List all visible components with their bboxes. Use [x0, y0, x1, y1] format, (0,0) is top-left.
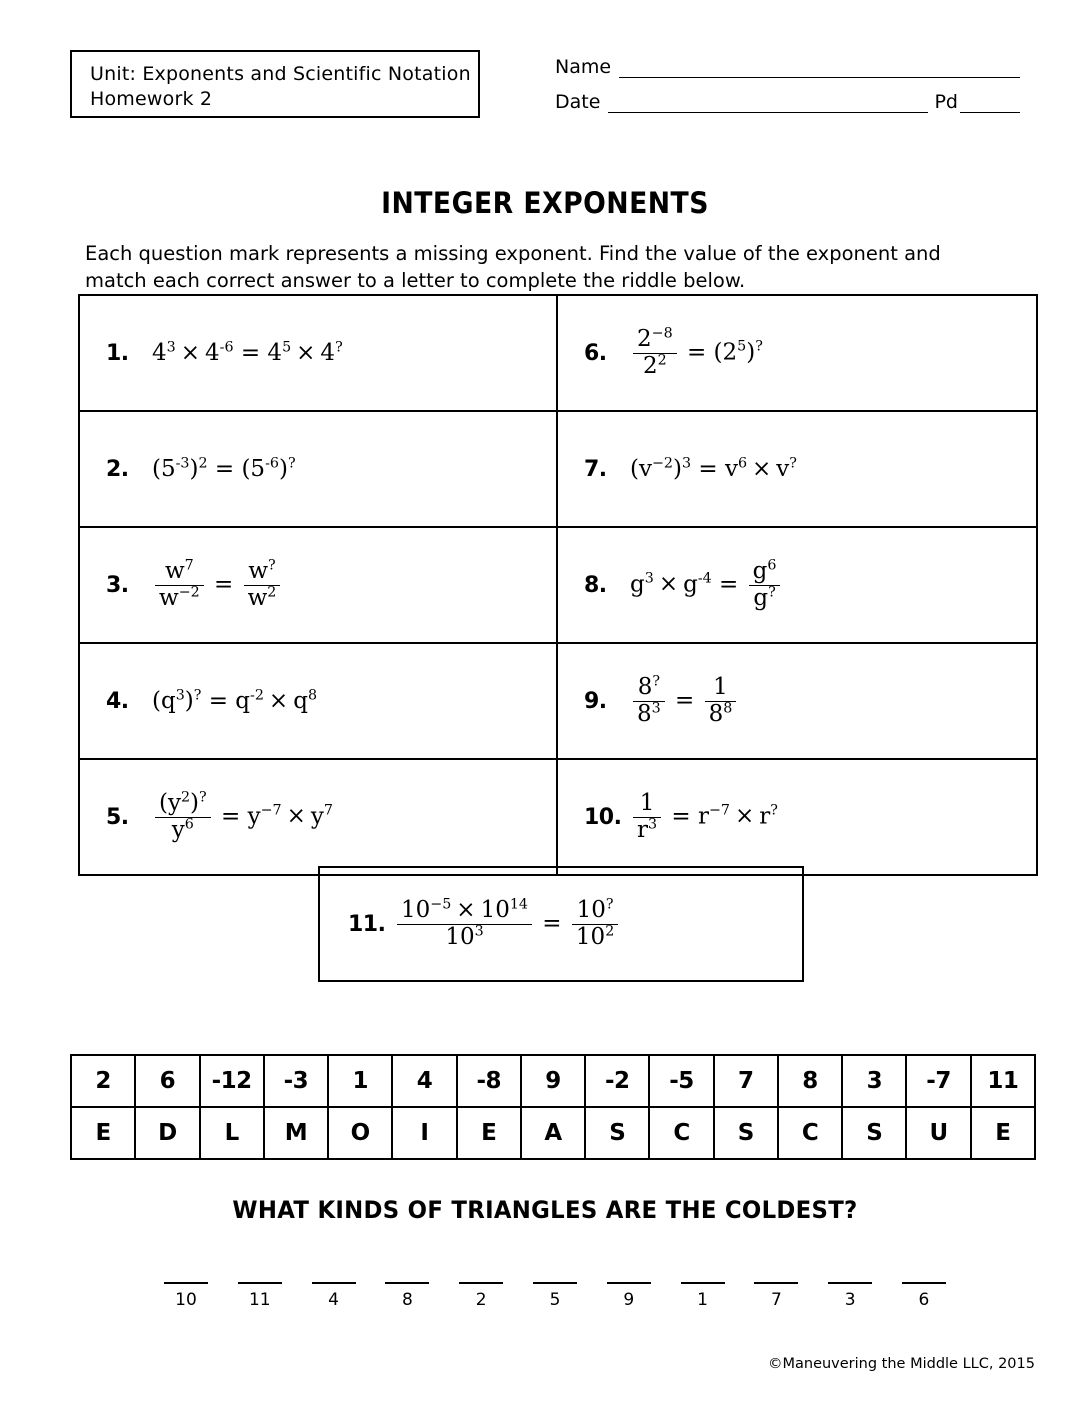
name-label: Name [555, 56, 612, 78]
problem-number: 10. [584, 804, 622, 830]
problem-number: 6. [584, 340, 607, 366]
riddle-blank[interactable] [160, 1264, 212, 1310]
problem-cell-2[interactable] [80, 412, 558, 526]
homework-number: Homework 2 [90, 88, 213, 110]
problem-row [80, 760, 1036, 874]
pd-label: Pd [934, 91, 958, 113]
problem-number: 2. [106, 456, 129, 482]
riddle-blank-line[interactable] [681, 1264, 725, 1284]
answer-value-cell: 1 [329, 1056, 393, 1106]
riddle-blank-line[interactable] [385, 1264, 429, 1284]
unit-box [70, 50, 480, 118]
riddle-blank-line[interactable] [459, 1264, 503, 1284]
riddle-blank-line[interactable] [164, 1264, 208, 1284]
problem-cell-3[interactable] [80, 528, 558, 642]
answer-value-cell: 8 [779, 1056, 843, 1106]
answer-letter-cell: S [586, 1108, 650, 1158]
answer-letter-cell: C [650, 1108, 714, 1158]
answer-value-cell: 3 [843, 1056, 907, 1106]
problem-expression: $\frac{8^?}{8^3}$ = $\frac{1}{8^8}$ [630, 675, 739, 728]
problem-grid [78, 294, 1038, 876]
riddle-blank-number: 10 [175, 1290, 197, 1310]
copyright-footer: ©Maneuvering the Middle LLC, 2015 [767, 1356, 1035, 1372]
answer-bank-values-row [72, 1056, 1034, 1108]
problem-expression: $\frac{w^7}{w^{-2}}$ = $\frac{w^?}{w^2}$ [152, 559, 283, 612]
riddle-blank-number: 9 [623, 1290, 635, 1310]
riddle-blank-number: 1 [697, 1290, 708, 1310]
answer-value-cell: -8 [458, 1056, 522, 1106]
answer-bank-letters-row [72, 1108, 1034, 1158]
answer-letter-cell: U [907, 1108, 971, 1158]
answer-value-cell: 4 [393, 1056, 457, 1106]
riddle-blank-line[interactable] [754, 1264, 798, 1284]
worksheet-header [70, 50, 1020, 132]
answer-letter-cell: E [72, 1108, 136, 1158]
answer-letter-cell: A [522, 1108, 586, 1158]
date-input-line[interactable] [608, 92, 928, 113]
answer-value-cell: 7 [715, 1056, 779, 1106]
riddle-blank-line[interactable] [238, 1264, 282, 1284]
date-label: Date [555, 91, 601, 113]
riddle-blank-number: 5 [549, 1290, 561, 1310]
problem-expression: $\frac{10^{-5} \times 10^{14}}{10^3}$ = $\frac{10^?}{10^2}$ [394, 898, 621, 951]
riddle-blank[interactable] [234, 1264, 286, 1310]
name-row [555, 56, 1020, 78]
unit-title: Unit: Exponents and Scientific Notation [90, 63, 471, 85]
riddle-blank-number: 2 [475, 1290, 487, 1310]
riddle-blank[interactable] [529, 1264, 581, 1310]
problem-number: 7. [584, 456, 607, 482]
problem-cell-7[interactable] [558, 412, 1036, 526]
answer-value-cell: 6 [136, 1056, 200, 1106]
riddle-blank[interactable] [677, 1264, 729, 1310]
answer-letter-cell: S [843, 1108, 907, 1158]
problem-cell-6[interactable] [558, 296, 1036, 410]
riddle-blank-line[interactable] [312, 1264, 356, 1284]
problem-cell-8[interactable] [558, 528, 1036, 642]
problem-number: 4. [106, 688, 129, 714]
riddle-blank-number: 4 [328, 1290, 339, 1310]
riddle-blank[interactable] [750, 1264, 802, 1310]
answer-value-cell: 11 [987, 1068, 1019, 1094]
answer-letter-cell: D [136, 1108, 200, 1158]
riddle-blank[interactable] [455, 1264, 507, 1310]
answer-letter-cell: O [329, 1108, 393, 1158]
problem-cell-11[interactable] [318, 866, 804, 982]
riddle-blank-number: 11 [248, 1290, 271, 1310]
problem-expression: $(5^{-3})^2 = (5^{-6})^?$ [152, 454, 296, 482]
problem-number: 3. [106, 572, 129, 598]
problem-row [80, 528, 1036, 644]
answer-letter-cell: C [779, 1108, 843, 1158]
riddle-blank-line[interactable] [828, 1264, 872, 1284]
riddle-question: WHAT KINDS OF TRIANGLES ARE THE COLDEST? [232, 1196, 858, 1224]
name-input-line[interactable] [619, 57, 1020, 78]
date-row [555, 91, 1020, 113]
riddle-blank-line[interactable] [902, 1264, 946, 1284]
riddle-blank-line[interactable] [533, 1264, 577, 1284]
problem-expression: $g^3 \times g^{-4}$ = $\frac{g^6}{g^?}$ [630, 559, 783, 612]
riddle-blank-number: 3 [844, 1290, 856, 1310]
answer-value-cell: -2 [586, 1056, 650, 1106]
problem-row [80, 296, 1036, 412]
problem-expression: $4^3 \times 4^{-6} = 4^5 \times 4^?$ [152, 338, 343, 366]
problem-number: 11. [348, 911, 386, 937]
answer-letter-cell: E [995, 1120, 1011, 1146]
problem-number: 5. [106, 804, 129, 830]
problem-cell-9[interactable] [558, 644, 1036, 758]
answer-value-cell: -7 [907, 1056, 971, 1106]
answer-letter-cell: I [393, 1108, 457, 1158]
answer-value-cell: -12 [201, 1056, 265, 1106]
riddle-blank[interactable] [308, 1264, 360, 1310]
problem-cell-4[interactable] [80, 644, 558, 758]
problem-expression: $\frac{(y^2)^?}{y^6}$ = $y^{-7} \times y^7$ [152, 791, 333, 844]
answer-letter-cell: L [201, 1108, 265, 1158]
riddle-blank[interactable] [381, 1264, 433, 1310]
answer-value-cell: -5 [650, 1056, 714, 1106]
directions-text: Each question mark represents a missing exponent. Find the value of the exponent and match each correct answer to a letter to complete the riddle below. [85, 242, 941, 292]
riddle-blank[interactable] [824, 1264, 876, 1310]
answer-value-cell: 9 [522, 1056, 586, 1106]
problem-number: 8. [584, 572, 607, 598]
riddle-blank-number: 6 [918, 1290, 930, 1310]
answer-value-cell: -3 [265, 1056, 329, 1106]
riddle-blank-number: 8 [401, 1290, 413, 1310]
student-info-block [555, 56, 1020, 126]
answer-bank [70, 1054, 1036, 1160]
riddle-answer-blanks [160, 1264, 950, 1310]
problem-cell-1[interactable] [80, 296, 558, 410]
answer-letter-cell: E [458, 1108, 522, 1158]
problem-expression: $(v^{-2})^3 = v^6 \times v^?$ [630, 454, 797, 482]
problem-expression: $\frac{2^{-8}}{2^2}$ = $(2^5)^?$ [630, 327, 763, 380]
pd-input-line[interactable] [960, 92, 1020, 113]
problem-row [80, 412, 1036, 528]
problem-expression: $(q^3)^? = q^{-2} \times q^8$ [152, 686, 318, 714]
page-title: INTEGER EXPONENTS [381, 186, 709, 220]
riddle-blank[interactable] [603, 1264, 655, 1310]
problem-number: 1. [106, 340, 129, 366]
riddle-blank-line[interactable] [607, 1264, 651, 1284]
riddle-blank[interactable] [898, 1264, 950, 1310]
answer-letter-cell: S [715, 1108, 779, 1158]
problem-number: 9. [584, 688, 607, 714]
problem-cell-10[interactable] [558, 760, 1036, 874]
answer-letter-cell: M [265, 1108, 329, 1158]
riddle-blank-number: 7 [770, 1290, 782, 1310]
problem-expression: $\frac{1}{r^3}$ = $r^{-7} \times r^?$ [630, 791, 778, 844]
problem-row [80, 644, 1036, 760]
answer-value-cell: 2 [72, 1056, 136, 1106]
problem-cell-5[interactable] [80, 760, 558, 874]
